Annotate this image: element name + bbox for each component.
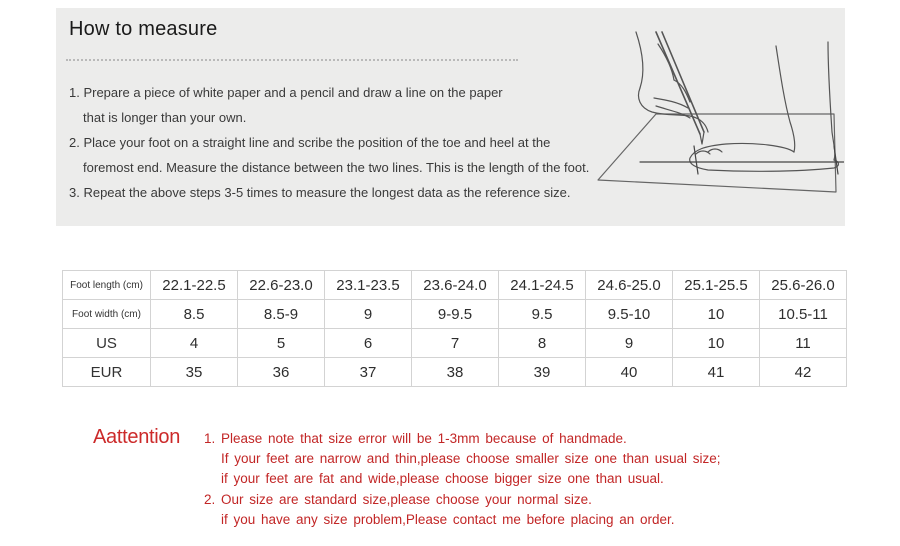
- cell-us: 6: [325, 329, 412, 358]
- cell-foot-length: 24.1-24.5: [499, 271, 586, 300]
- cell-foot-width: 9.5: [499, 300, 586, 329]
- cell-eur: 40: [586, 358, 673, 387]
- step-2-line-2: foremost end. Measure the distance between the two lines. This is the length of the foot.: [83, 160, 590, 175]
- row-foot-width: [63, 300, 847, 329]
- row-foot-length: [63, 271, 847, 300]
- step-1-line-1: 1. Prepare a piece of white paper and a pencil and draw a line on the paper: [69, 85, 503, 100]
- size-chart-table: [62, 270, 847, 387]
- cell-us: 11: [760, 329, 847, 358]
- cell-foot-width: 9-9.5: [412, 300, 499, 329]
- cell-eur: 41: [673, 358, 760, 387]
- row-us: [63, 329, 847, 358]
- attention-note-1: 1. Please note that size error will be 1-3mm because of handmade.: [204, 431, 627, 446]
- step-1-line-2: that is longer than your own.: [83, 110, 247, 125]
- how-to-measure-panel: [56, 8, 845, 226]
- cell-foot-length: 23.1-23.5: [325, 271, 412, 300]
- cell-us: 10: [673, 329, 760, 358]
- attention-notes: [204, 429, 721, 530]
- cell-foot-length: 23.6-24.0: [412, 271, 499, 300]
- cell-us: 4: [151, 329, 238, 358]
- dotted-divider: [66, 59, 518, 61]
- cell-foot-width: 8.5: [151, 300, 238, 329]
- cell-foot-width: 9.5-10: [586, 300, 673, 329]
- cell-foot-width: 10.5-11: [760, 300, 847, 329]
- panel-title: How to measure: [69, 18, 218, 40]
- cell-us: 9: [586, 329, 673, 358]
- attention-note-2-contact: if you have any size problem,Please contact me before placing an order.: [221, 511, 675, 527]
- row-label-foot-width: Foot width (cm): [63, 300, 151, 329]
- row-label-eur: EUR: [63, 358, 151, 387]
- row-label-foot-length: Foot length (cm): [63, 271, 151, 300]
- cell-foot-width: 9: [325, 300, 412, 329]
- cell-eur: 37: [325, 358, 412, 387]
- attention-note-2: 2. Our size are standard size,please choose your normal size.: [204, 491, 592, 507]
- cell-us: 8: [499, 329, 586, 358]
- attention-note-1-narrow: If your feet are narrow and thin,please choose smaller size one than usual size;: [221, 451, 721, 467]
- cell-eur: 38: [412, 358, 499, 387]
- cell-foot-length: 25.6-26.0: [760, 271, 847, 300]
- cell-eur: 36: [238, 358, 325, 387]
- cell-foot-length: 22.1-22.5: [151, 271, 238, 300]
- step-3-line-1: 3. Repeat the above steps 3-5 times to measure the longest data as the reference size.: [69, 185, 571, 200]
- cell-eur: 39: [499, 358, 586, 387]
- cell-foot-width: 10: [673, 300, 760, 329]
- attention-title: Aattention: [93, 426, 181, 448]
- cell-foot-width: 8.5-9: [238, 300, 325, 329]
- cell-us: 7: [412, 329, 499, 358]
- cell-eur: 35: [151, 358, 238, 387]
- cell-foot-length: 22.6-23.0: [238, 271, 325, 300]
- foot-measure-illustration: [596, 22, 844, 204]
- row-eur: [63, 358, 847, 387]
- cell-foot-length: 24.6-25.0: [586, 271, 673, 300]
- attention-note-1-wide: if your feet are fat and wide,please choose bigger size one than usual.: [221, 471, 664, 487]
- cell-us: 5: [238, 329, 325, 358]
- step-2-line-1: 2. Place your foot on a straight line and scribe the position of the toe and heel at the: [69, 135, 551, 150]
- row-label-us: US: [63, 329, 151, 358]
- measure-steps: [69, 80, 614, 205]
- cell-eur: 42: [760, 358, 847, 387]
- cell-foot-length: 25.1-25.5: [673, 271, 760, 300]
